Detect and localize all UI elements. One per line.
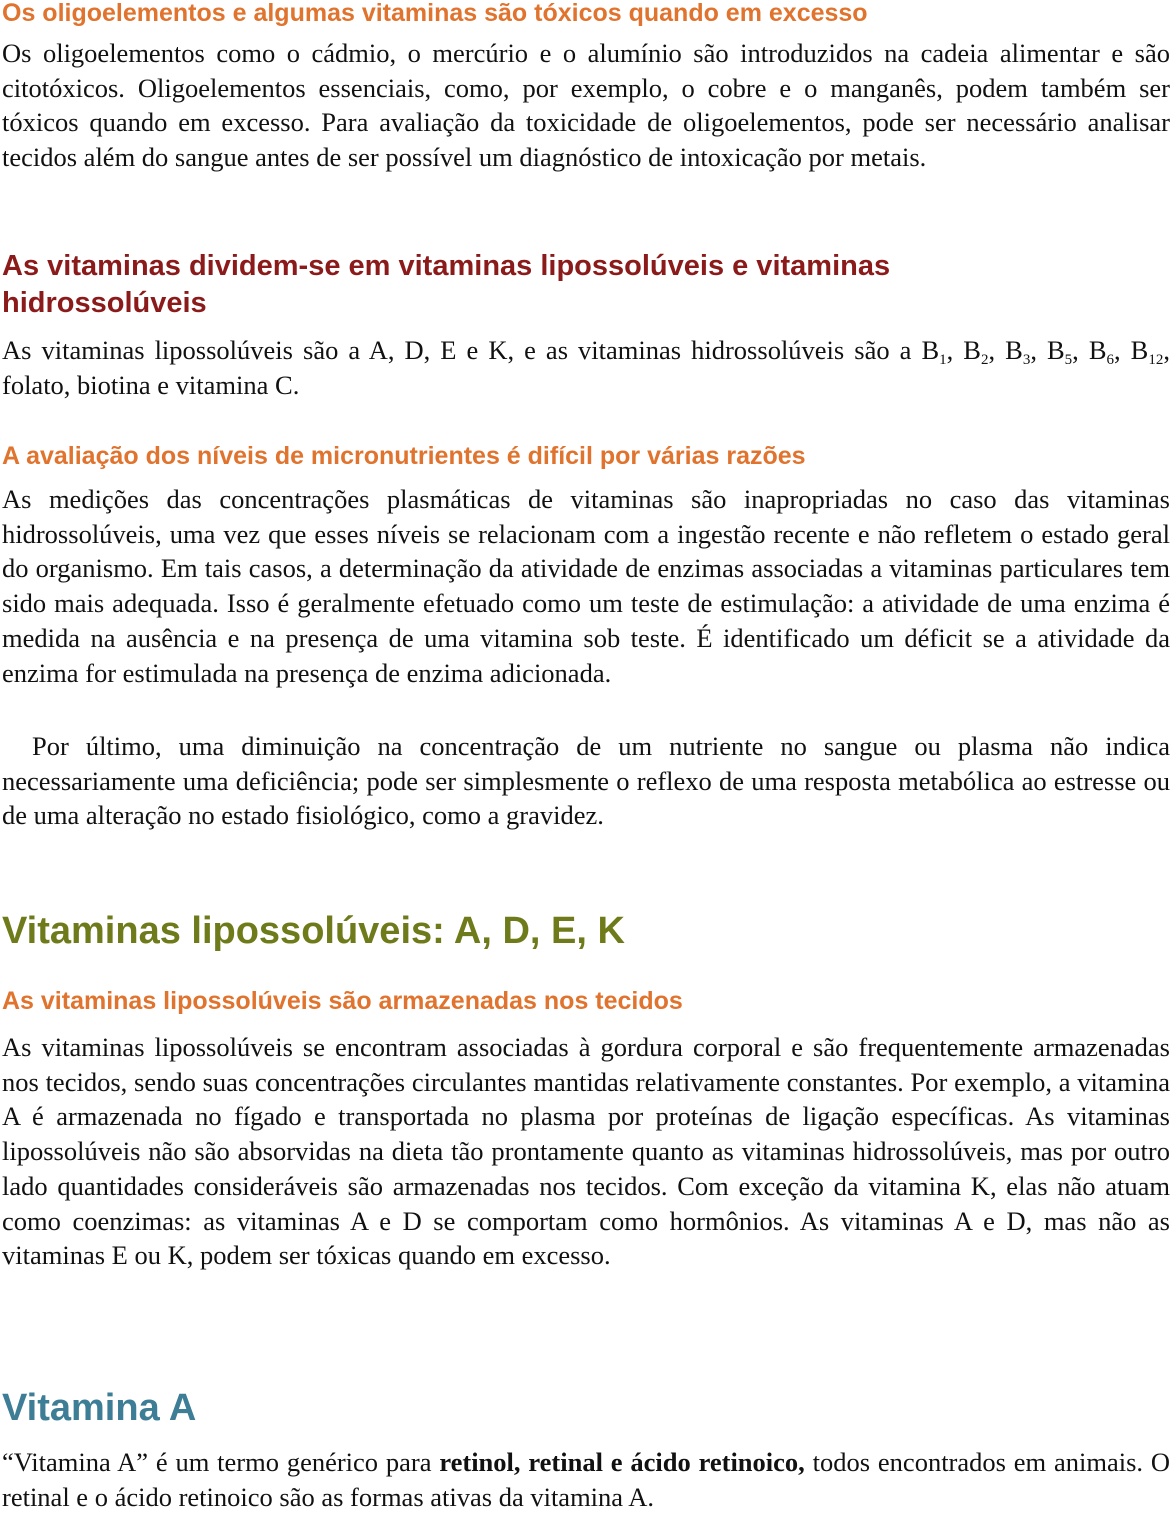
paragraph-oligoelementos: Os oligoelementos como o cádmio, o mercúrio e o alumínio são introduzidos na cadeia alimentar e são citotóxicos. Oligoelementos essenciais, como, por exemplo, o cobre e o manganês, podem também ser tóxicos quando em excesso. Para avaliação da toxicidade de oligoelementos, pode ser necessário analisar tecidos além do sangue antes de ser possível um diagnóstico de intoxicação por metais. — [2, 38, 1170, 173]
subscript: 2 — [980, 352, 989, 368]
heading-oligoelementos: Os oligoelementos e algumas vitaminas são tóxicos quando em excesso — [2, 0, 868, 27]
text-fragment: , B — [946, 335, 981, 365]
subscript: 1 — [939, 352, 947, 368]
title-vitaminas-lipossoluveis: Vitaminas lipossolúveis: A, D, E, K — [2, 910, 625, 952]
heading-avaliacao-micronutrientes: A avaliação dos níveis de micronutrientes é difícil por várias razões — [2, 442, 806, 470]
heading-divisao-vitaminas — [2, 248, 1170, 322]
subscript: 6 — [1106, 352, 1114, 368]
heading-line-2: hidrossolúveis — [2, 287, 207, 319]
heading-armazenadas-tecidos: As vitaminas lipossolúveis são armazenadas nos tecidos — [2, 987, 683, 1015]
title-vitamina-a: Vitamina A — [2, 1387, 197, 1429]
paragraph-armazenadas-tecidos: As vitaminas lipossolúveis se encontram associadas à gordura corporal e são frequentemente armazenadas nos tecidos, sendo suas concentrações circulantes mantidas relativamente constantes. Por exemplo, a vitamina A é armazenada no fígado e transportada no plasma por proteínas de ligação específicas. As vitaminas lipossolúveis não são absorvidas na dieta tão prontamente quanto as vitaminas hidrossolúveis, mas por outro lado quantidades consideráveis são armazenadas nos tecidos. Com exceção da vitamina K, elas não atuam como coenzimas: as vitaminas A e D se comportam como hormônios. As vitaminas A e D, mas não as vitaminas E ou K, podem ser tóxicas quando em excesso. — [2, 1032, 1170, 1271]
text-fragment: “Vitamina A” é um termo genérico para — [2, 1447, 432, 1477]
text-fragment: , B — [988, 335, 1023, 365]
text-fragment: , B — [1072, 335, 1107, 365]
subscript: 5 — [1064, 352, 1073, 368]
subscript: 12 — [1148, 352, 1164, 368]
text-fragment: , B — [1030, 335, 1065, 365]
text-fragment: As vitaminas lipossolúveis são a A, D, E e K, e as vitaminas hidrossolúveis são a B — [2, 335, 940, 365]
paragraph-avaliacao-1: As medições das concentrações plasmáticas de vitaminas são inapropriadas no caso das vitaminas hidrossolúveis, uma vez que esses níveis se relacionam com a ingestão recente e não refletem o estado geral do organismo. Em tais casos, a determinação da atividade de enzimas associadas a vitaminas particulares tem sido mais adequada. Isso é geralmente efetuado como um teste de estimulação: a atividade de uma enzima é medida na ausência e na presença de uma vitamina sob teste. É identificado um déficit se a atividade da enzima for estimulada na presença de enzima adicionada. — [2, 484, 1170, 688]
paragraph-vitamina-a — [2, 1445, 1170, 1514]
paragraph-avaliacao-2: Por último, uma diminuição na concentração de um nutriente no sangue ou plasma não indica necessariamente uma deficiência; pode ser simplesmente o reflexo de uma resposta metabólica ao estresse ou de uma alteração no estado fisiológico, como a gravidez. — [2, 731, 1170, 831]
text-fragment: todos encontrados em animais. O retinal e o ácido retinoico são as formas ativas da vitamina A. — [2, 1447, 1171, 1512]
text-fragment: , B — [1114, 335, 1149, 365]
subscript: 3 — [1022, 352, 1031, 368]
text-fragment: , folato, biotina e vitamina C. — [2, 335, 1170, 400]
paragraph-divisao-vitaminas — [2, 333, 1170, 402]
heading-line-1: As vitaminas dividem-se em vitaminas lipossolúveis e vitaminas — [2, 250, 891, 282]
bold-terms: retinol, retinal e ácido retinoico, — [439, 1447, 805, 1477]
